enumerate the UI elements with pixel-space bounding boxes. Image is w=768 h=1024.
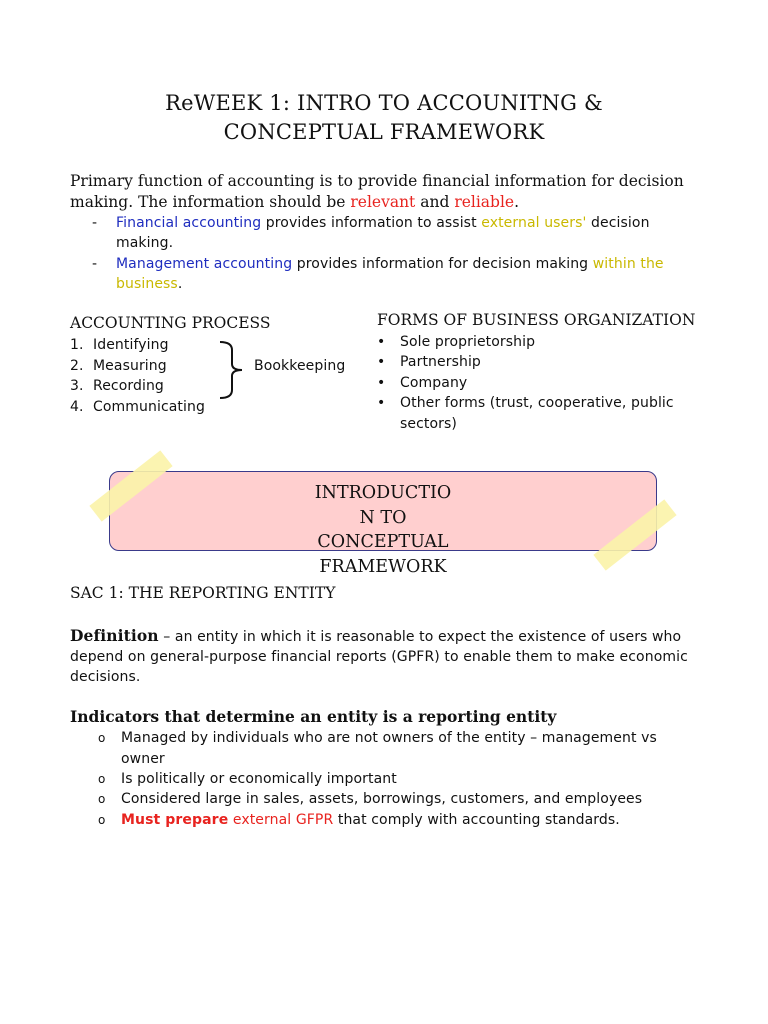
curly-brace-icon [218, 340, 248, 400]
intro-sentence-2: The information should be [138, 193, 346, 211]
management-accounting-text-2: . [177, 276, 183, 292]
indicator-item [98, 810, 678, 831]
form-label: Partnership [400, 354, 481, 370]
financial-accounting-text-1: provides information to assist [265, 215, 477, 231]
financial-accounting-text-2: decision making. [116, 215, 650, 251]
intro-sentence-1: Primary function of accounting is to provide financial information for decision making. [70, 172, 684, 211]
within-business-term: within the business [116, 256, 664, 292]
dash-mark: - [92, 215, 98, 231]
management-accounting-term: Management accounting [116, 256, 293, 272]
financial-accounting-item [92, 213, 692, 253]
management-accounting-text-1: provides information for decision making [296, 256, 589, 272]
definition-term: Definition [70, 626, 159, 645]
form-item [377, 352, 707, 373]
process-label: Recording [93, 378, 164, 394]
forms-heading: FORMS OF BUSINESS ORGANIZATION [377, 311, 696, 329]
management-accounting-item [92, 254, 692, 294]
external-users-term: external users' [481, 215, 587, 231]
process-item [70, 397, 205, 417]
circle-bullet-icon: o [98, 792, 106, 806]
title-line-2: CONCEPTUAL FRAMEWORK [223, 120, 545, 144]
bookkeeping-label: Bookkeeping [254, 358, 346, 374]
indicator-text: Is politically or economically important [121, 771, 397, 787]
box-title-line-2: N TO [359, 507, 407, 528]
page-title [0, 89, 768, 147]
form-item [377, 332, 707, 353]
definition-paragraph [70, 626, 710, 687]
intro-paragraph [70, 171, 710, 213]
process-number: 3. [70, 378, 84, 394]
and-word: and [420, 193, 450, 211]
indicator-text: Considered large in sales, assets, borrowings, customers, and employees [121, 791, 643, 807]
form-label: Sole proprietorship [400, 334, 536, 350]
form-item [377, 373, 707, 394]
bullet-icon: • [377, 375, 386, 391]
process-number: 1. [70, 337, 84, 353]
bullet-icon: • [377, 354, 386, 370]
financial-accounting-term: Financial accounting [116, 215, 262, 231]
bullet-icon: • [377, 395, 386, 411]
must-prepare-term: Must prepare [121, 812, 229, 828]
indicator-item [98, 789, 678, 810]
indicator-item [98, 728, 678, 769]
external-gfpr-term: external GFPR [232, 812, 334, 828]
relevant-term: relevant [350, 193, 416, 211]
form-label: Other forms (trust, cooperative, public sectors) [400, 395, 674, 432]
bullet-icon: • [377, 334, 386, 350]
accounting-process-heading: ACCOUNTING PROCESS [70, 314, 271, 332]
indicator-item [98, 769, 678, 790]
process-label: Communicating [93, 399, 205, 415]
box-title-line-1: INTRODUCTIO [314, 483, 452, 503]
box-title-line-3: CONCEPTUAL [317, 532, 449, 552]
title-line-1: ReWEEK 1: INTRO TO ACCOUNITNG & [165, 91, 603, 115]
circle-bullet-icon: o [98, 772, 106, 786]
intro-period: . [514, 193, 520, 211]
form-label: Company [400, 375, 468, 391]
process-number: 2. [70, 358, 84, 374]
process-label: Measuring [93, 358, 167, 374]
process-item [70, 335, 169, 355]
definition-text: – an entity in which it is reasonable to expect the existence of users who depend on general-purpose financial reports (GPFR) to enable them to make economic decisions. [70, 629, 688, 685]
process-label: Identifying [93, 337, 169, 353]
indicator-text: that comply with accounting standards. [337, 812, 620, 828]
circle-bullet-icon: o [98, 731, 106, 745]
process-item [70, 356, 167, 376]
form-item [377, 393, 707, 434]
sac-heading: SAC 1: THE REPORTING ENTITY [70, 584, 336, 602]
intro-box-title [300, 481, 466, 579]
reliable-term: reliable [454, 193, 515, 211]
circle-bullet-icon: o [98, 813, 106, 827]
process-item [70, 376, 164, 396]
dash-mark: - [92, 256, 98, 272]
process-number: 4. [70, 399, 84, 415]
box-title-line-4: FRAMEWORK [319, 556, 447, 577]
indicator-text: Managed by individuals who are not owners of the entity – management vs owner [121, 730, 657, 767]
indicators-heading: Indicators that determine an entity is a reporting entity [70, 707, 557, 726]
